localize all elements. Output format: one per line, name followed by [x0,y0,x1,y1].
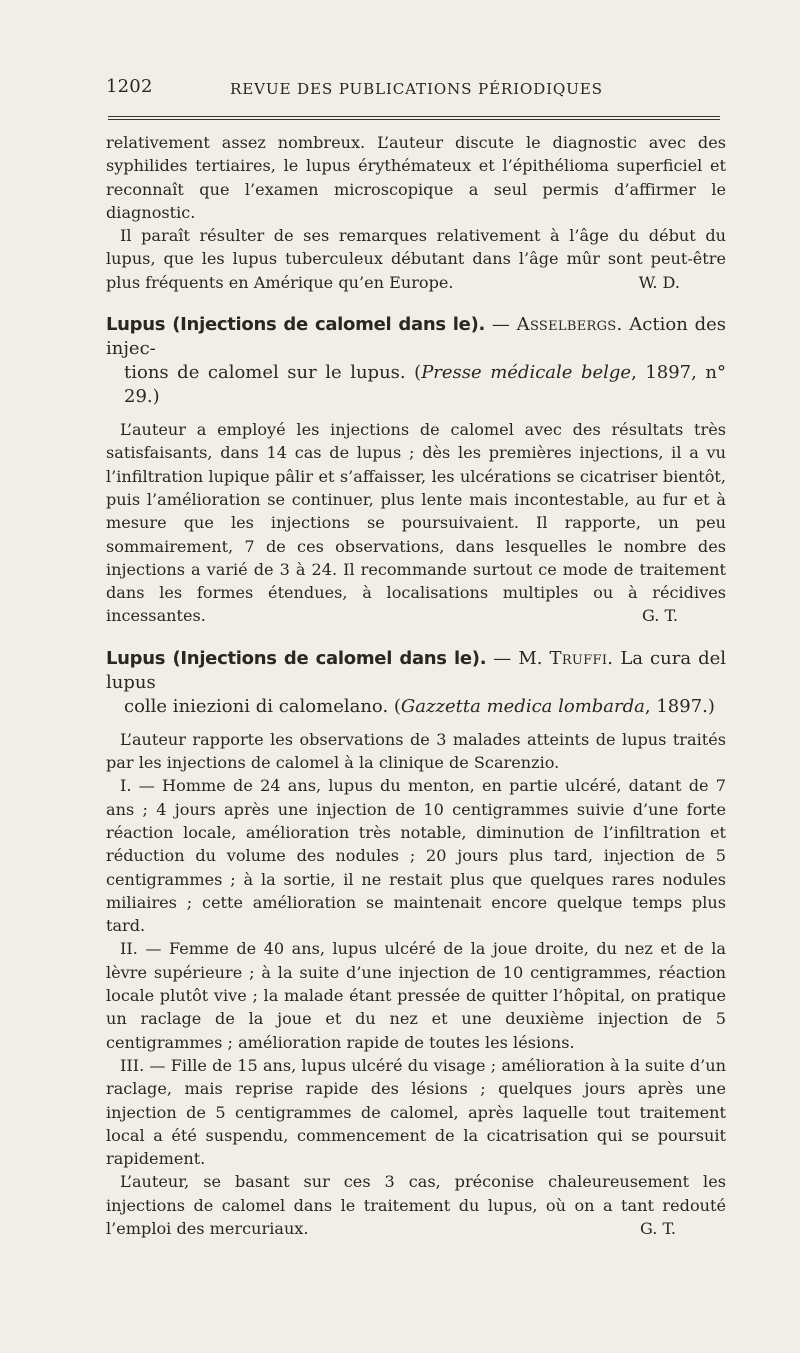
heading-dash: — [485,314,517,336]
article-title-part: colle iniezioni di calomelano. ( [124,695,401,717]
article-subject: Lupus (Injections de calomel dans le). [106,647,487,669]
article-author: Truffi. [549,647,614,669]
citation: , 1897, n° 29.) [124,362,726,408]
article-title-continuation [106,361,726,409]
paragraph-text: L’auteur a employé les injections de calomel avec des résultats très satisfaisants, dans 14 cas de lupus ; dès les premières injections, il a vu l’infiltration lupique pâlir et s’affaisser, les ulcérations se cicatriser bientôt, puis l’amélioration se continuer, plus lente mais incontestable, au fur et à mesure que les injections se poursuivaient. Il rapporte, un peu sommairement, 7 de ces observations, dans lesquelles le nombre des injections a varié de 3 à 24. Il recommande surtout ce mode de traitement dans les formes étendues, à localisations multiples ou à récidives incessantes. [106,420,726,626]
reviewer-signature: W. D. [638,272,680,292]
article-author: Asselbergs. [516,314,623,336]
case-report: II. — Femme de 40 ans, lupus ulcéré de la joue droite, du nez et de la lèvre supérieure ; à la suite d’une injection de 10 centigrammes, réaction locale plutôt vive ; la malade étant pressée de quitter l’hôpital, on pratique un raclage de la joue et du nez et une deuxième injection de 5 centigrammes ; amélioration rapide de toutes les lésions. [106,939,726,1052]
article-title-part: tions de calomel sur le lupus. ( [124,362,422,384]
article-title-part: Action des injec- [106,314,727,360]
case-report: III. — Fille de 15 ans, lupus ulcéré du visage ; amélioration à la suite d’un raclage, mais reprise rapide des lésions ; quelques jours après une injection de 5 centigrammes de calomel, après laquelle tout traitement local a été suspendu, commencement de la cicatrisation qui se poursuit rapidement. [106,1055,726,1169]
reviewer-signature: G. T. [642,606,678,626]
reviewer-signature: G. T. [640,1218,676,1238]
paragraph-text: Il paraît résulter de ses remarques relativement à l’âge du début du lupus, que les lupus tuberculeux débutant dans l’âge mûr sont peut-être plus fréquents en Amérique qu’en Europe. [106,226,726,292]
article-body [106,418,726,628]
journal-name: Gazzetta medica lombarda [400,695,645,717]
review-article [106,313,726,628]
article-heading [106,647,726,719]
page-number: 1202 [106,76,153,97]
review-article [106,647,726,1241]
continued-paragraph: relativement assez nombreux. L’auteur discute le diagnostic avec des syphilides tertiaires, le lupus érythémateux et l’épithélioma superficiel et reconnaît que l’examen microscopique a seul permis d’affirmer le diagnostic. [106,133,726,222]
page-header [106,70,726,110]
heading-dash: — [486,647,519,669]
running-head: REVUE DES PUBLICATIONS PÉRIODIQUES [230,80,603,98]
author-prefix: M. [518,647,550,669]
article-subject: Lupus (Injections de calomel dans le). [106,314,486,336]
article-intro: L’auteur rapporte les observations de 3 malades atteints de lupus traités par les injections de calomel à la clinique de Scarenzio. [106,729,726,773]
article-heading [106,313,726,409]
case-report: I. — Homme de 24 ans, lupus du menton, en partie ulcéré, datant de 7 ans ; 4 jours après une injection de 10 centigrammes suivie d’une forte réaction locale, amélioration très notable, diminution de l’infiltration et réduction du volume des nodules ; 20 jours plus tard, injection de 5 centigrammes ; à la sortie, il ne restait plus que quelques rares nodules miliaires ; cette amélioration se maintenait encore quelque temps plus tard. [106,776,726,936]
journal-name: Presse médicale belge [421,362,632,384]
article-conclusion [106,1170,726,1240]
article-title-part: La cura del lupus [106,647,727,693]
paragraph-text: L’auteur, se basant sur ces 3 cas, préconise chaleureusement les injections de calomel dans le traitement du lupus, où on a tant redouté l’emploi des mercuriaux. [106,1172,726,1238]
header-rule-top [108,116,720,117]
citation: , 1897.) [644,695,715,717]
article-title-continuation [106,695,726,719]
paragraph [106,224,726,294]
page-content [106,131,726,1240]
header-rule-bottom [108,119,720,120]
